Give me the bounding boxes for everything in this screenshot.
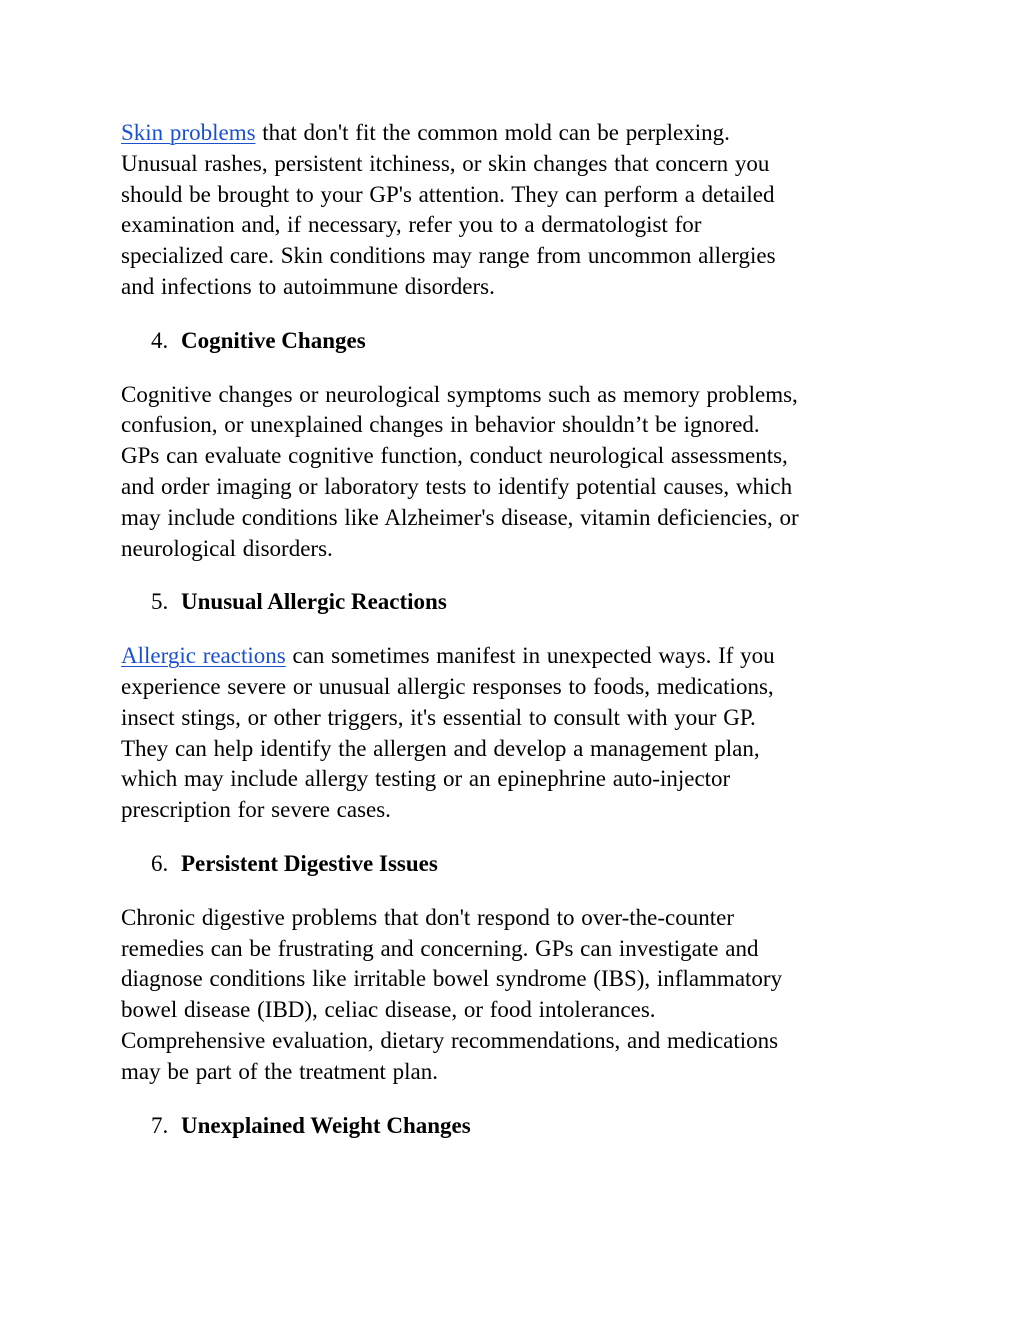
paragraph-line: and infections to autoimmune disorders. — [121, 273, 495, 299]
paragraph-cognitive-changes — [121, 380, 921, 565]
heading-unexplained-weight-changes — [121, 1111, 921, 1142]
paragraph-line: remedies can be frustrating and concerning. GPs can investigate and — [121, 935, 759, 961]
heading-cognitive-changes — [121, 326, 921, 357]
paragraph-line: They can help identify the allergen and develop a management plan, — [121, 735, 760, 761]
paragraph-line: neurological disorders. — [121, 535, 333, 561]
paragraph-line: Comprehensive evaluation, dietary recommendations, and medications — [121, 1027, 779, 1053]
line-text: can sometimes manifest in unexpected ways. If you — [285, 643, 775, 669]
paragraph-line — [121, 118, 921, 149]
paragraph-line: experience severe or unusual allergic responses to foods, medications, — [121, 673, 774, 699]
paragraph-allergic-reactions — [121, 641, 921, 826]
paragraph-line: insect stings, or other triggers, it's essential to consult with your GP. — [121, 704, 756, 730]
paragraph-line: bowel disease (IBD), celiac disease, or food intolerances. — [121, 997, 656, 1023]
paragraph-line: may be part of the treatment plan. — [121, 1058, 439, 1084]
line-text: that don't fit the common mold can be perplexing. — [255, 120, 730, 145]
heading-title: Unexplained Weight Changes — [181, 1112, 471, 1138]
paragraph-line: may include conditions like Alzheimer's disease, vitamin deficiencies, or — [121, 504, 799, 530]
paragraph-line — [121, 641, 921, 672]
paragraph-line: which may include allergy testing or an epinephrine auto-injector — [121, 766, 731, 792]
link-skin-problems[interactable]: Skin problems — [121, 120, 256, 145]
heading-title: Cognitive Changes — [181, 327, 366, 353]
paragraph-line: examination and, if necessary, refer you to a dermatologist for — [121, 212, 702, 238]
heading-number: 7. — [151, 1112, 169, 1138]
paragraph-digestive-issues — [121, 903, 921, 1088]
document-page — [121, 118, 921, 1141]
heading-number: 4. — [151, 327, 169, 353]
paragraph-line: GPs can evaluate cognitive function, conduct neurological assessments, — [121, 443, 788, 469]
heading-title: Persistent Digestive Issues — [181, 850, 438, 876]
paragraph-line: Cognitive changes or neurological symptoms such as memory problems, — [121, 381, 798, 407]
paragraph-line: confusion, or unexplained changes in behavior shouldn’t be ignored. — [121, 412, 760, 438]
heading-title: Unusual Allergic Reactions — [181, 589, 447, 615]
paragraph-line: should be brought to your GP's attention. They can perform a detailed — [121, 181, 775, 207]
heading-number: 5. — [151, 589, 169, 615]
heading-persistent-digestive-issues — [121, 849, 921, 880]
paragraph-skin-problems — [121, 118, 921, 303]
paragraph-line: specialized care. Skin conditions may range from uncommon allergies — [121, 243, 776, 269]
heading-number: 6. — [151, 850, 169, 876]
link-allergic-reactions[interactable]: Allergic reactions — [121, 643, 286, 669]
paragraph-line: Chronic digestive problems that don't respond to over-the-counter — [121, 904, 735, 930]
heading-unusual-allergic-reactions — [121, 587, 921, 618]
paragraph-line: Unusual rashes, persistent itchiness, or skin changes that concern you — [121, 150, 770, 176]
paragraph-line: and order imaging or laboratory tests to identify potential causes, which — [121, 473, 793, 499]
paragraph-line: prescription for severe cases. — [121, 797, 391, 823]
paragraph-line: diagnose conditions like irritable bowel syndrome (IBS), inflammatory — [121, 966, 783, 992]
